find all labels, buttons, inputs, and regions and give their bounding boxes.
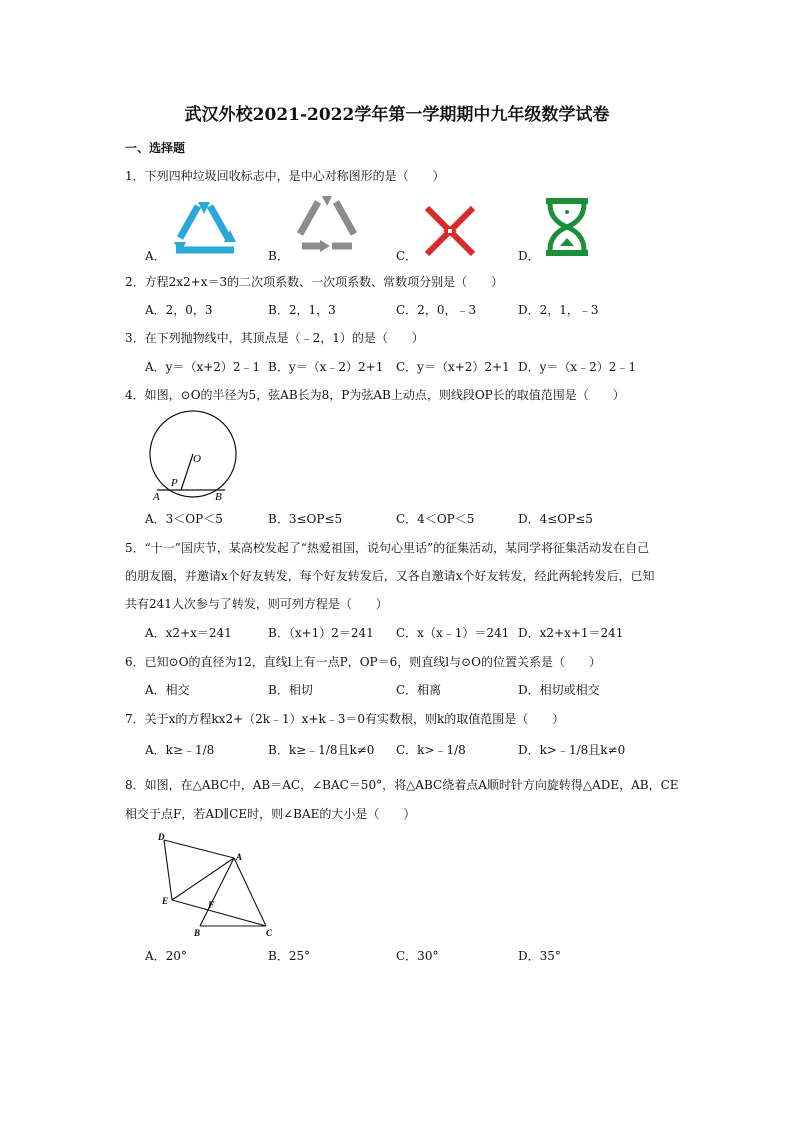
q7-option-d: D．k>﹣1/8且k≠0 bbox=[518, 743, 626, 757]
question-5-line-1: 5．“十一”国庆节，某高校发起了“热爱祖国，说句心里话”的征集活动，某同学将征集活动发在自己 bbox=[125, 541, 650, 555]
label-b: B bbox=[194, 928, 201, 938]
label-o: O bbox=[193, 453, 201, 465]
question-7-stem: 7．关于x的方程kx2+（2k﹣1）x+k﹣3＝0有实数根，则k的取值范围是（ ） bbox=[125, 712, 565, 726]
q4-option-d: D．4≤OP≤5 bbox=[518, 512, 593, 526]
q2-option-a: A．2，0，3 bbox=[145, 303, 213, 317]
q7-option-b: B．k≥﹣1/8且k≠0 bbox=[268, 743, 375, 757]
question-3-stem: 3．在下列抛物线中，其顶点是（﹣2，1）的是（ ） bbox=[125, 331, 424, 345]
q6-option-b: B．相切 bbox=[268, 683, 313, 697]
q2-option-b: B．2，1，3 bbox=[268, 303, 336, 317]
recycle-symbol-gray-icon bbox=[292, 194, 362, 258]
question-8-line-2: 相交于点F，若AD∥CE时，则∠BAE的大小是（ ） bbox=[125, 807, 416, 821]
label-e: E bbox=[162, 896, 169, 906]
question-5-line-2: 的朋友圈，并邀请x个好友转发，每个好友转发后，又各自邀请x个好友转发，经此两轮转发后，已知 bbox=[125, 569, 655, 583]
q3-option-a: A．y＝（x+2）2﹣1 bbox=[145, 360, 261, 374]
q1-option-d: D． bbox=[518, 249, 540, 263]
question-1-stem: 1．下列四种垃圾回收标志中，是中心对称图形的是（ ） bbox=[125, 169, 445, 183]
question-4-stem: 4．如图，⊙O的半径为5，弦AB长为8，P为弦AB上动点，则线段OP长的取值范围是（ ） bbox=[125, 388, 625, 402]
section-heading: 一、选择题 bbox=[125, 141, 186, 155]
question-6-stem: 6．已知⊙O的直径为12，直线l上有一点P，OP＝6，则直线l与⊙O的位置关系是（ ） bbox=[125, 655, 601, 669]
q1-option-c: C． bbox=[396, 249, 418, 263]
q1-option-b: B． bbox=[268, 249, 289, 263]
label-p: P bbox=[171, 477, 178, 489]
question-2-stem: 2．方程2x2+x＝3的二次项系数、一次项系数、常数项分别是（ ） bbox=[125, 275, 504, 289]
q2-option-d: D．2，1，﹣3 bbox=[518, 303, 599, 317]
q2-option-c: C．2，0，﹣3 bbox=[396, 303, 477, 317]
question-8-line-1: 8．如图，在△ABC中，AB＝AC，∠BAC＝50°，将△ABC绕着点A顺时针方向旋转得△ADE，AB，CE bbox=[125, 778, 679, 792]
q5-option-b: B．（x+1）2＝241 bbox=[268, 626, 374, 640]
question-5-line-3: 共有241人次参与了转发，则可列方程是（ ） bbox=[125, 597, 388, 611]
q8-option-b: B．25° bbox=[268, 949, 311, 963]
label-a: A bbox=[236, 852, 243, 862]
q6-option-c: C．相离 bbox=[396, 683, 442, 697]
circle-chord-figure bbox=[145, 410, 245, 502]
recycle-symbol-red-icon bbox=[423, 204, 477, 258]
q3-option-b: B．y＝（x﹣2）2+1 bbox=[268, 360, 384, 374]
q8-option-a: A．20° bbox=[145, 949, 187, 963]
q4-option-c: C．4＜OP＜5 bbox=[396, 512, 475, 526]
q8-option-d: D．35° bbox=[518, 949, 561, 963]
label-c: C bbox=[266, 928, 273, 938]
q1-option-a: A． bbox=[145, 249, 166, 263]
rotated-triangle-figure bbox=[152, 830, 282, 940]
q8-option-c: C．30° bbox=[396, 949, 439, 963]
q5-option-c: C．x（x﹣1）＝241 bbox=[396, 626, 510, 640]
label-a: A bbox=[153, 491, 160, 502]
q7-option-c: C．k>﹣1/8 bbox=[396, 743, 466, 757]
q7-option-a: A．k≥﹣1/8 bbox=[145, 743, 215, 757]
label-b: B bbox=[215, 491, 222, 502]
q5-option-a: A．x2+x＝241 bbox=[145, 626, 232, 640]
page-title: 武汉外校2021-2022学年第一学期期中九年级数学试卷 bbox=[184, 105, 610, 125]
label-d: D bbox=[158, 832, 165, 842]
q4-option-b: B．3≤OP≤5 bbox=[268, 512, 343, 526]
q4-option-a: A．3＜OP＜5 bbox=[145, 512, 223, 526]
q3-option-d: D．y＝（x﹣2）2﹣1 bbox=[518, 360, 637, 374]
label-f: F bbox=[208, 900, 215, 910]
recycle-symbol-green-icon bbox=[544, 196, 590, 258]
recycle-symbol-blue-icon bbox=[170, 200, 240, 258]
q6-option-d: D．相切或相交 bbox=[518, 683, 600, 697]
q6-option-a: A．相交 bbox=[145, 683, 190, 697]
q3-option-c: C．y＝（x+2）2+1 bbox=[396, 360, 510, 374]
q5-option-d: D．x2+x+1＝241 bbox=[518, 626, 624, 640]
